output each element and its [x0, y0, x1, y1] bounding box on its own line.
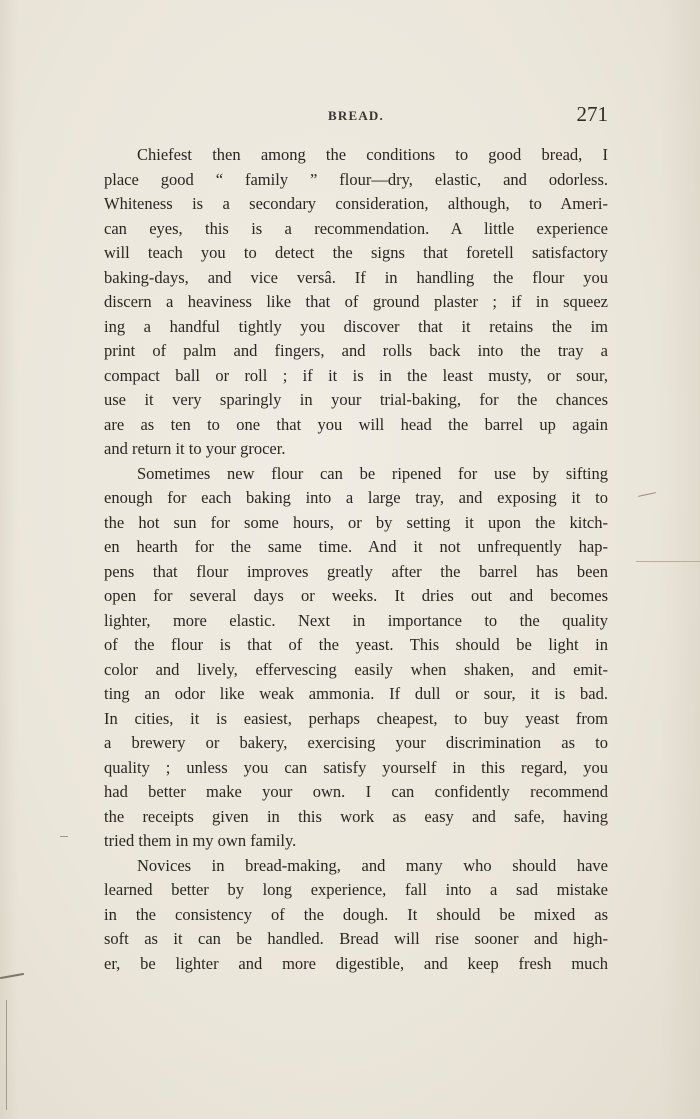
text-line: Chiefest then among the conditions to good bread, I — [137, 145, 608, 164]
text-line: the hot sun for some hours, or by setting it upon the kitch- — [104, 512, 608, 532]
page-number: 271 — [576, 102, 608, 126]
text-line: soft as it can be handled. Bread will rise sooner and high- — [104, 929, 608, 948]
text-line: compact ball or roll ; if it is in the least musty, or sour, — [104, 365, 608, 385]
text-line: open for several days or weeks. It dries out and becomes — [104, 586, 608, 605]
margin-mark — [6, 1000, 7, 1110]
text-line: Novices in bread-making, and many who should have — [137, 855, 608, 875]
text-line: Sometimes new flour can be ripened for use by sifting — [137, 463, 608, 483]
text-line: pens that flour improves greatly after the barrel has been — [104, 561, 608, 581]
text-line: of the flour is that of the yeast. This should be light in — [104, 635, 608, 654]
page-gutter-shadow — [0, 0, 18, 1119]
page-edge-shadow — [660, 0, 700, 1119]
text-line: print of palm and fingers, and rolls back into the tray a — [104, 341, 608, 360]
text-line: and return it to your grocer. — [104, 439, 286, 458]
text-line: quality ; unless you can satisfy yourself in this regard, you — [104, 757, 608, 777]
margin-mark — [60, 836, 68, 837]
text-line: Whiteness is a secondary consideration, although, to Ameri- — [104, 194, 608, 213]
text-line: place good “ family ” flour—dry, elastic, and odorless. — [104, 169, 608, 189]
text-line: In cities, it is easiest, perhaps cheapest, to buy yeast from — [104, 708, 608, 728]
text-line: will teach you to detect the signs that foretell satisfactory — [104, 243, 608, 262]
text-line: had better make your own. I can confidently recommend — [104, 782, 608, 801]
text-line: discern a heaviness like that of ground plaster ; if in squeez — [104, 292, 608, 311]
text-line: the receipts given in this work as easy and safe, having — [104, 806, 608, 826]
text-line: a brewery or bakery, exercising your discrimination as to — [104, 733, 608, 752]
text-line: lighter, more elastic. Next in importance to the quality — [104, 610, 608, 630]
text-line: tried them in my own family. — [104, 831, 297, 850]
text-line: color and lively, effervescing easily when shaken, and emit- — [104, 659, 608, 679]
margin-mark — [636, 561, 700, 562]
text-line: ting an odor like weak ammonia. If dull or sour, it is bad. — [104, 684, 608, 703]
text-line: er, be lighter and more digestible, and keep fresh much — [104, 953, 608, 973]
text-line: en hearth for the same time. And it not unfrequently hap- — [104, 537, 608, 556]
text-line: are as ten to one that you will head the barrel up again — [104, 414, 608, 434]
text-line: learned better by long experience, fall into a sad mistake — [104, 880, 608, 899]
running-head: BREAD. — [328, 108, 384, 123]
body-text — [104, 143, 608, 976]
text-line: baking-days, and vice versâ. If in handling the flour you — [104, 267, 608, 287]
page-header — [104, 102, 608, 130]
text-line: in the consistency of the dough. It should be mixed as — [104, 904, 608, 924]
margin-mark — [638, 492, 656, 497]
text-line: use it very sparingly in your trial-baking, for the chances — [104, 390, 608, 409]
text-line: ing a handful tightly you discover that it retains the im — [104, 316, 608, 336]
text-line: enough for each baking into a large tray, and exposing it to — [104, 488, 608, 507]
text-line: can eyes, this is a recommendation. A little experience — [104, 218, 608, 238]
